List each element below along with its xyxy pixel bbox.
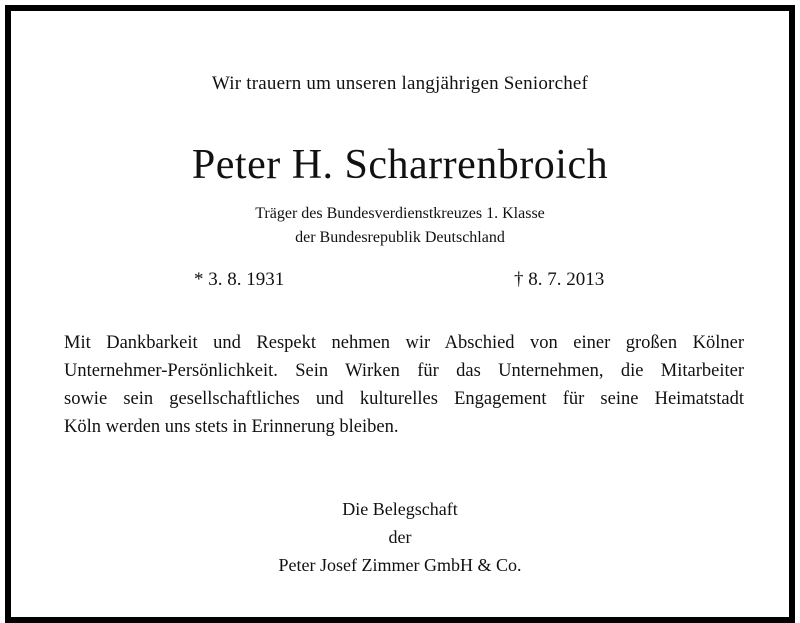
paragraph-line: Unternehmer-Persönlichkeit. Sein Wirken für das Unternehmen, die Mitarbeiter — [64, 361, 744, 381]
obituary-notice-frame — [5, 5, 795, 623]
paragraph-line: Köln werden uns stets in Erinnerung bleiben. — [64, 417, 399, 437]
mourning-intro: Wir trauern um unseren langjährigen Seniorchef — [211, 73, 589, 94]
deceased-name: Peter H. Scharrenbroich — [191, 142, 609, 188]
honor-line: der Bundesrepublik Deutschland — [295, 229, 505, 246]
signature-block — [11, 495, 789, 579]
paragraph-line: Mit Dankbarkeit und Respekt nehmen wir Abschied von einer großen Kölner — [64, 333, 744, 353]
signature-line: Peter Josef Zimmer GmbH & Co. — [278, 555, 522, 575]
paragraph-line: sowie sein gesellschaftliches und kulturelles Engagement für seine Heimatstadt — [64, 389, 744, 409]
death-date: † 8. 7. 2013 — [514, 269, 605, 290]
honor-line: Träger des Bundesverdienstkreuzes 1. Klasse — [255, 205, 545, 222]
signature-line: Die Belegschaft — [342, 499, 458, 519]
signature-line: der — [388, 527, 412, 547]
birth-date: * 3. 8. 1931 — [194, 269, 285, 290]
farewell-paragraph — [64, 329, 744, 441]
honor-block — [11, 202, 789, 250]
